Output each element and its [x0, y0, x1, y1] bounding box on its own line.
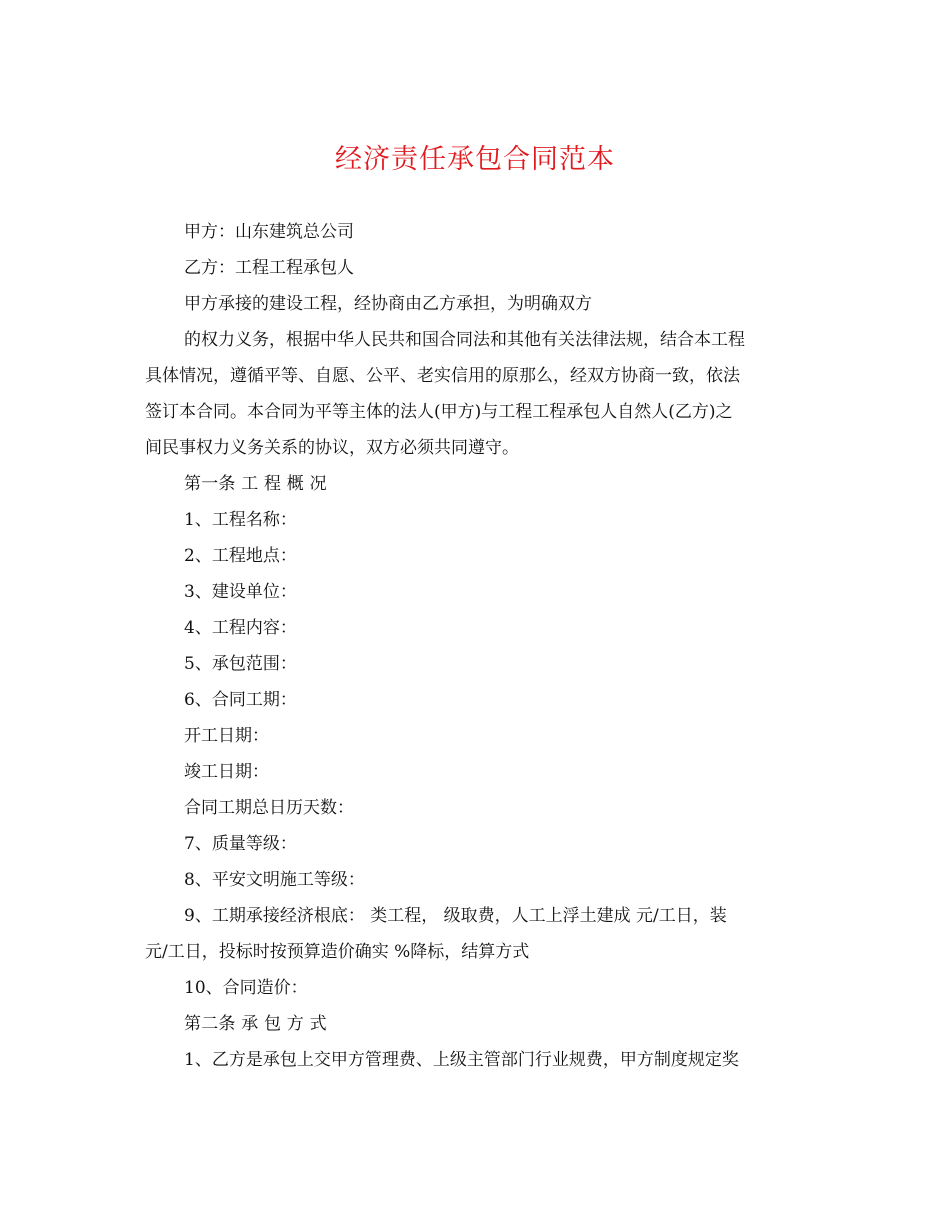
item-contract-price: 10、合同造价： [184, 978, 308, 998]
item-economic-basis-line-1: 9、工期承接经济根底： 类工程， 级取费，人工上浮土建成 元/工日，装 [184, 906, 727, 926]
document-body [145, 214, 805, 1078]
article-two-heading: 第二条 承 包 方 式 [184, 1014, 327, 1034]
party-a-line: 甲方：山东建筑总公司 [184, 222, 354, 242]
intro-paragraph-line-2: 的权力义务，根据中华人民共和国合同法和其他有关法律法规，结合本工程 [184, 330, 745, 350]
item-project-name: 1、工程名称： [184, 510, 297, 530]
party-b-line: 乙方：工程工程承包人 [184, 258, 354, 278]
item-quality-grade: 7、质量等级： [184, 834, 297, 854]
item-project-content: 4、工程内容： [184, 618, 297, 638]
intro-paragraph-line-5: 间民事权力义务关系的协议，双方必须共同遵守。 [145, 438, 519, 458]
item-construction-unit: 3、建设单位： [184, 582, 297, 602]
item-completion-date: 竣工日期： [184, 762, 269, 782]
item-total-calendar-days: 合同工期总日历天数： [184, 798, 354, 818]
item-contract-period: 6、合同工期： [184, 690, 297, 710]
document-title: 经济责任承包合同范本 [335, 144, 615, 175]
intro-paragraph-line-3: 具体情况，遵循平等、自愿、公平、老实信用的原那么，经双方协商一致，依法 [145, 366, 740, 386]
intro-paragraph-line-1: 甲方承接的建设工程，经协商由乙方承担，为明确双方 [184, 294, 592, 314]
intro-paragraph-line-4: 签订本合同。本合同为平等主体的法人(甲方)与工程工程承包人自然人(乙方)之 [145, 402, 733, 422]
article-one-heading: 第一条 工 程 概 况 [184, 474, 327, 494]
item-project-location: 2、工程地点： [184, 546, 297, 566]
item-safety-grade: 8、平安文明施工等级： [184, 870, 365, 890]
item-start-date: 开工日期： [184, 726, 269, 746]
article-two-item-1: 1、乙方是承包上交甲方管理费、上级主管部门行业规费，甲方制度规定奖 [184, 1050, 739, 1070]
item-contract-scope: 5、承包范围： [184, 654, 297, 674]
item-economic-basis-line-2: 元/工日，投标时按预算造价确实 %降标，结算方式 [145, 942, 530, 962]
